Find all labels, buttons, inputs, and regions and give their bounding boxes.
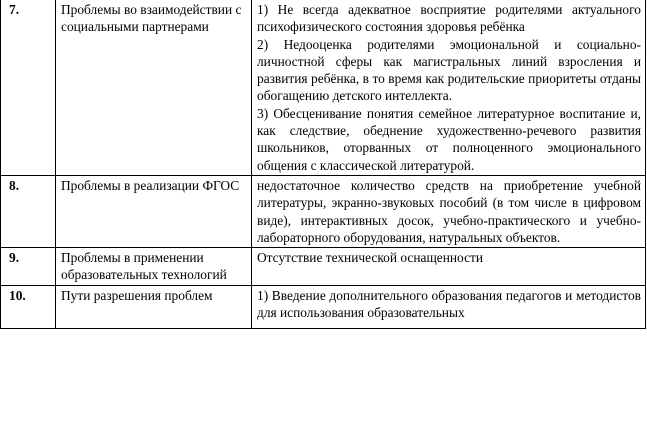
row-description xyxy=(252,0,646,175)
row-number: 9. xyxy=(1,248,56,286)
table-row xyxy=(1,0,646,175)
row-description xyxy=(252,175,646,247)
description-paragraph: недостаточное количество средств на приобретение учебной литературы, экранно-звуковых пособий (в том числе в цифровом виде), интерактивных досок, учебно-практического и учебно-лабораторного оборудования, натуральных объектов. xyxy=(257,177,641,245)
description-paragraph: 1) Не всегда адекватное восприятие родителями актуального психофизического состояния здоровья ребёнка xyxy=(257,2,641,35)
description-paragraph: Отсутствие технической оснащенности xyxy=(257,250,484,266)
row-description xyxy=(252,285,646,328)
description-paragraph: 3) Обесценивание понятия семейное литературное воспитание и, как следствие, обеднение художественно-речевого развития школьников, оторванных от полноценного эмоционального общения с классической литературой. xyxy=(257,105,641,173)
row-description xyxy=(252,248,646,286)
row-number: 8. xyxy=(1,175,56,247)
row-title: Проблемы во взаимодействии с социальными партнерами xyxy=(56,0,252,175)
table-row xyxy=(1,175,646,247)
row-title: Проблемы в реализации ФГОС xyxy=(56,175,252,247)
row-title: Пути разрешения проблем xyxy=(56,285,252,328)
description-paragraph: 2) Недооценка родителями эмоциональной и социально-личностной сферы как магистральных линий взросления и развития ребёнка, в то время как родительские приоритеты отданы обогащению детского интеллекта. xyxy=(257,36,641,104)
row-number: 10. xyxy=(1,285,56,328)
row-number: 7. xyxy=(1,0,56,175)
table-row xyxy=(1,248,646,286)
row-title: Проблемы в применении образовательных технологий xyxy=(56,248,252,286)
table-row xyxy=(1,285,646,328)
description-paragraph: 1) Введение дополнительного образования педагогов и методистов для использования образовательных xyxy=(257,287,641,321)
